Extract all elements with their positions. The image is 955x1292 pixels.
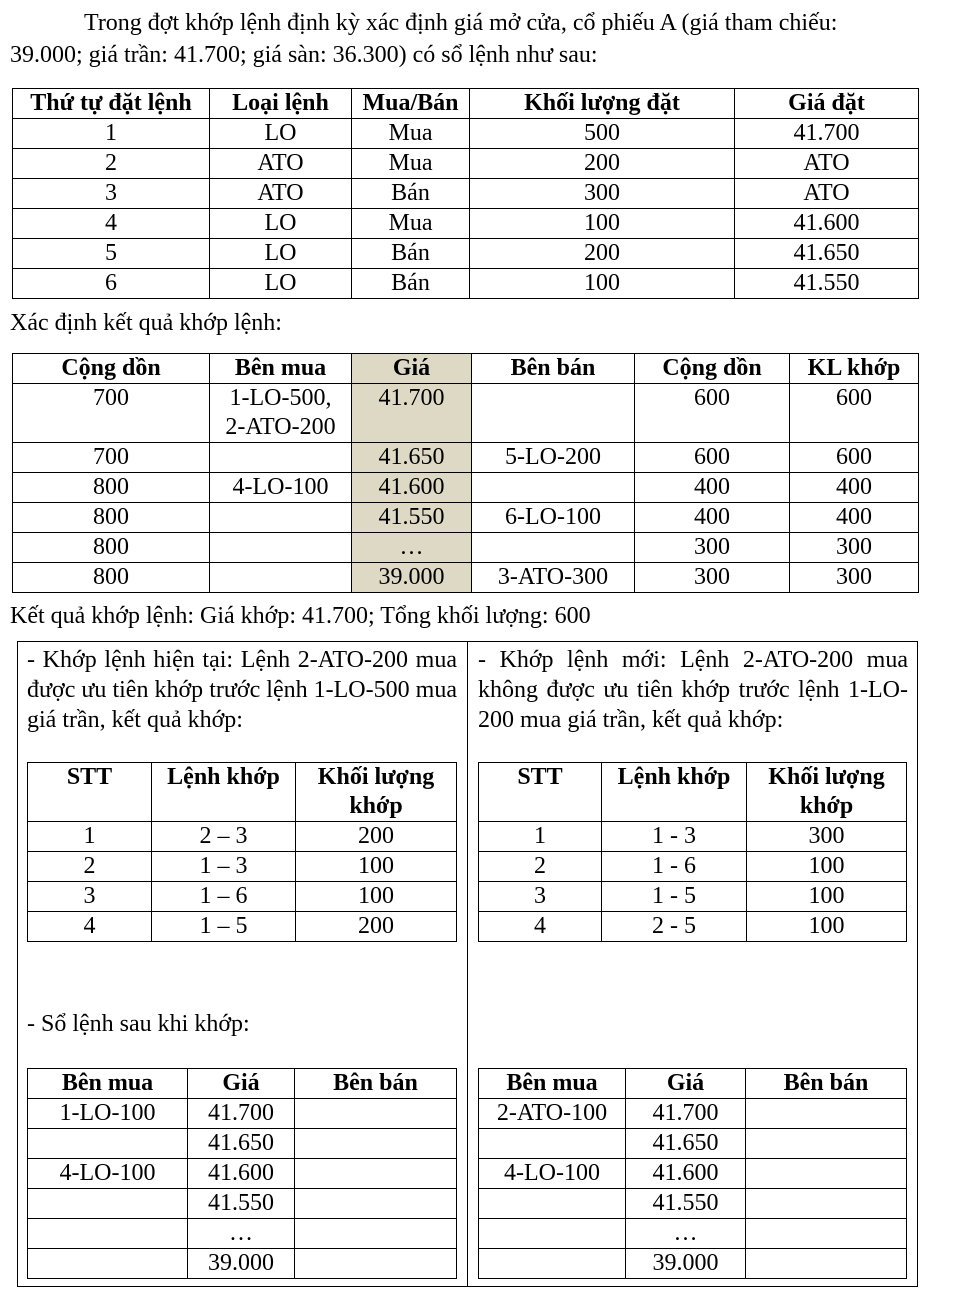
table-cell: LO [210, 119, 352, 149]
table-cell: 3-ATO-300 [472, 563, 635, 593]
table-cell: 6-LO-100 [472, 503, 635, 533]
table-cell: 1-LO-500, 2-ATO-200 [210, 384, 352, 443]
table-cell: 100 [747, 852, 907, 882]
table-cell: 300 [747, 822, 907, 852]
table-cell: 600 [635, 443, 790, 473]
table-cell: 300 [470, 179, 735, 209]
right-explanation: - Khớp lệnh mới: Lệnh 2-ATO-200 mua không được ưu tiên khớp trước lệnh 1-LO-200 mua giá trần, kết quả khớp: [478, 647, 908, 733]
table-cell: 4 [13, 209, 210, 239]
table-row [28, 1099, 457, 1129]
table-cell: 41.700 [626, 1099, 746, 1129]
table-row [13, 443, 919, 473]
table-cell [295, 1249, 457, 1279]
table-cell: 2 – 3 [152, 822, 296, 852]
table-cell: 100 [296, 882, 457, 912]
table-cell [479, 1249, 626, 1279]
table-cell: 1 [13, 119, 210, 149]
table-header-row [479, 763, 907, 822]
table-cell [746, 1219, 907, 1249]
table-cell [295, 1159, 457, 1189]
table-cell [479, 1219, 626, 1249]
table-cell: 41.600 [626, 1159, 746, 1189]
table-cell: 300 [790, 533, 919, 563]
table-cell: ATO [735, 179, 919, 209]
table-cell: 41.550 [352, 503, 472, 533]
table-cell: 4-LO-100 [210, 473, 352, 503]
column-header: Lệnh khớp [602, 763, 747, 822]
table-row [13, 473, 919, 503]
table-header-row [28, 1069, 457, 1099]
table-cell: Mua [352, 149, 470, 179]
table-row [28, 852, 457, 882]
table-cell [746, 1189, 907, 1219]
table-cell: 300 [635, 533, 790, 563]
table-header-row [13, 89, 919, 119]
table-cell: Bán [352, 269, 470, 299]
table-cell: 500 [470, 119, 735, 149]
table-cell: 400 [790, 503, 919, 533]
table-cell: 1 - 6 [602, 852, 747, 882]
column-header: Khối lượng khớp [747, 763, 907, 822]
table-cell: 400 [635, 473, 790, 503]
table-cell: 41.650 [352, 443, 472, 473]
determine-label: Xác định kết quả khớp lệnh: [10, 310, 282, 336]
after-match-label: - Sổ lệnh sau khi khớp: [27, 1011, 250, 1037]
table-cell [28, 1249, 188, 1279]
table-cell: 6 [13, 269, 210, 299]
table-cell: 800 [13, 473, 210, 503]
table-cell: LO [210, 269, 352, 299]
table-cell: 100 [747, 912, 907, 942]
table-cell [746, 1249, 907, 1279]
table-cell: 4 [479, 912, 602, 942]
table-row [28, 1219, 457, 1249]
table-cell [210, 443, 352, 473]
table-cell: 300 [790, 563, 919, 593]
table-row [479, 1189, 907, 1219]
table-row [28, 1249, 457, 1279]
table-cell [28, 1219, 188, 1249]
table-row [13, 239, 919, 269]
table-row [479, 1249, 907, 1279]
right-match-table [478, 762, 907, 942]
table-cell [28, 1129, 188, 1159]
column-header: Bên mua [210, 354, 352, 384]
table-cell: 2 [13, 149, 210, 179]
table-row [28, 1129, 457, 1159]
column-header: Khối lượng đặt [470, 89, 735, 119]
left-book-table [27, 1068, 457, 1279]
table-cell: 41.550 [188, 1189, 295, 1219]
table-cell: 2-ATO-100 [479, 1099, 626, 1129]
table-cell [295, 1099, 457, 1129]
column-header: Bên bán [472, 354, 635, 384]
table-row [13, 119, 919, 149]
table-header-row [479, 1069, 907, 1099]
table-cell [295, 1189, 457, 1219]
table-row [28, 912, 457, 942]
right-book-table [478, 1068, 907, 1279]
column-header: Cộng dồn [635, 354, 790, 384]
matching-table [12, 353, 919, 593]
table-header-row [28, 763, 457, 822]
table-cell: 41.700 [352, 384, 472, 443]
table-cell: 300 [635, 563, 790, 593]
intro-line-2: 39.000; giá trần: 41.700; giá sàn: 36.300) có sổ lệnh như sau: [10, 42, 598, 68]
table-cell: 200 [470, 239, 735, 269]
column-header: Khối lượng khớp [296, 763, 457, 822]
table-cell: ATO [210, 149, 352, 179]
table-cell: 41.550 [626, 1189, 746, 1219]
column-header: STT [479, 763, 602, 822]
column-header: Cộng dồn [13, 354, 210, 384]
table-row [28, 1189, 457, 1219]
table-row [479, 822, 907, 852]
table-cell [479, 1189, 626, 1219]
table-cell: 600 [790, 443, 919, 473]
table-cell: ATO [210, 179, 352, 209]
table-cell: 1 – 5 [152, 912, 296, 942]
table-cell: 41.700 [188, 1099, 295, 1129]
table-cell: 39.000 [352, 563, 472, 593]
table-cell: 800 [13, 563, 210, 593]
table-cell: 800 [13, 503, 210, 533]
table-cell: 1 – 6 [152, 882, 296, 912]
table-cell: 41.550 [735, 269, 919, 299]
table-cell: 41.600 [352, 473, 472, 503]
column-header: Giá [352, 354, 472, 384]
column-header: Loại lệnh [210, 89, 352, 119]
table-row [13, 563, 919, 593]
table-row [13, 533, 919, 563]
table-row [479, 1129, 907, 1159]
table-cell: 41.600 [735, 209, 919, 239]
table-row [13, 179, 919, 209]
table-cell [295, 1219, 457, 1249]
table-row [28, 882, 457, 912]
table-cell: … [626, 1219, 746, 1249]
column-header: Bên mua [479, 1069, 626, 1099]
table-row [13, 209, 919, 239]
table-cell: 2 [479, 852, 602, 882]
left-explanation: - Khớp lệnh hiện tại: Lệnh 2-ATO-200 mua được ưu tiên khớp trước lệnh 1-LO-500 mua giá trần, kết quả khớp: [27, 647, 457, 733]
table-cell: 700 [13, 384, 210, 443]
table-cell: 3 [13, 179, 210, 209]
table-cell [746, 1159, 907, 1189]
table-cell: 2 - 5 [602, 912, 747, 942]
table-row [13, 503, 919, 533]
table-cell: 600 [635, 384, 790, 443]
table-row [479, 852, 907, 882]
table-cell: 5-LO-200 [472, 443, 635, 473]
table-cell: 2 [28, 852, 152, 882]
table-cell: 4-LO-100 [479, 1159, 626, 1189]
table-cell: 1 - 3 [602, 822, 747, 852]
table-cell: 1 [479, 822, 602, 852]
table-row [28, 1159, 457, 1189]
table-cell: 200 [296, 912, 457, 942]
table-cell: 100 [296, 852, 457, 882]
table-cell: 1 - 5 [602, 882, 747, 912]
table-cell: ATO [735, 149, 919, 179]
table-row [479, 1219, 907, 1249]
table-cell: 200 [470, 149, 735, 179]
table-cell [295, 1129, 457, 1159]
column-header: Bên bán [295, 1069, 457, 1099]
table-cell: 700 [13, 443, 210, 473]
column-header: Giá đặt [735, 89, 919, 119]
intro-line-1: Trong đợt khớp lệnh định kỳ xác định giá mở cửa, cổ phiếu A (giá tham chiếu: [84, 10, 838, 36]
table-cell: Bán [352, 239, 470, 269]
table-cell [210, 503, 352, 533]
column-header: STT [28, 763, 152, 822]
table-cell [479, 1129, 626, 1159]
table-cell: 200 [296, 822, 457, 852]
table-cell: 41.650 [626, 1129, 746, 1159]
table-cell: Mua [352, 209, 470, 239]
table-cell: 600 [790, 384, 919, 443]
table-row [13, 269, 919, 299]
table-row [479, 1159, 907, 1189]
table-cell: 39.000 [188, 1249, 295, 1279]
table-cell: 5 [13, 239, 210, 269]
column-header: Lệnh khớp [152, 763, 296, 822]
table-cell [746, 1129, 907, 1159]
table-row [479, 1099, 907, 1129]
column-header: Mua/Bán [352, 89, 470, 119]
table-cell: 1 [28, 822, 152, 852]
table-cell: 4 [28, 912, 152, 942]
table-cell: 100 [470, 269, 735, 299]
table-cell [210, 533, 352, 563]
table-cell: … [188, 1219, 295, 1249]
column-header: KL khớp [790, 354, 919, 384]
column-header: Giá [188, 1069, 295, 1099]
table-cell: 1-LO-100 [28, 1099, 188, 1129]
table-cell [472, 533, 635, 563]
result-line: Kết quả khớp lệnh: Giá khớp: 41.700; Tổng khối lượng: 600 [10, 603, 591, 629]
table-cell: 100 [470, 209, 735, 239]
table-cell: 3 [479, 882, 602, 912]
table-cell: 100 [747, 882, 907, 912]
table-cell: 41.700 [735, 119, 919, 149]
table-cell [210, 563, 352, 593]
orders-table [12, 88, 919, 299]
column-header: Thứ tự đặt lệnh [13, 89, 210, 119]
table-row [13, 149, 919, 179]
table-cell: Bán [352, 179, 470, 209]
column-header: Bên mua [28, 1069, 188, 1099]
table-header-row [13, 354, 919, 384]
left-match-table [27, 762, 457, 942]
table-cell: … [352, 533, 472, 563]
table-cell: 1 – 3 [152, 852, 296, 882]
column-header: Giá [626, 1069, 746, 1099]
table-cell: 39.000 [626, 1249, 746, 1279]
table-row [479, 882, 907, 912]
table-cell: LO [210, 239, 352, 269]
table-cell: Mua [352, 119, 470, 149]
table-cell: 4-LO-100 [28, 1159, 188, 1189]
table-cell [28, 1189, 188, 1219]
table-row [479, 912, 907, 942]
table-cell: 41.600 [188, 1159, 295, 1189]
table-row [13, 384, 919, 443]
table-cell: 400 [790, 473, 919, 503]
table-cell [746, 1099, 907, 1129]
table-cell: 400 [635, 503, 790, 533]
column-header: Bên bán [746, 1069, 907, 1099]
table-cell [472, 473, 635, 503]
table-cell: 41.650 [188, 1129, 295, 1159]
table-row [28, 822, 457, 852]
table-cell: LO [210, 209, 352, 239]
table-cell: 3 [28, 882, 152, 912]
table-cell [472, 384, 635, 443]
table-cell: 41.650 [735, 239, 919, 269]
table-cell: 800 [13, 533, 210, 563]
